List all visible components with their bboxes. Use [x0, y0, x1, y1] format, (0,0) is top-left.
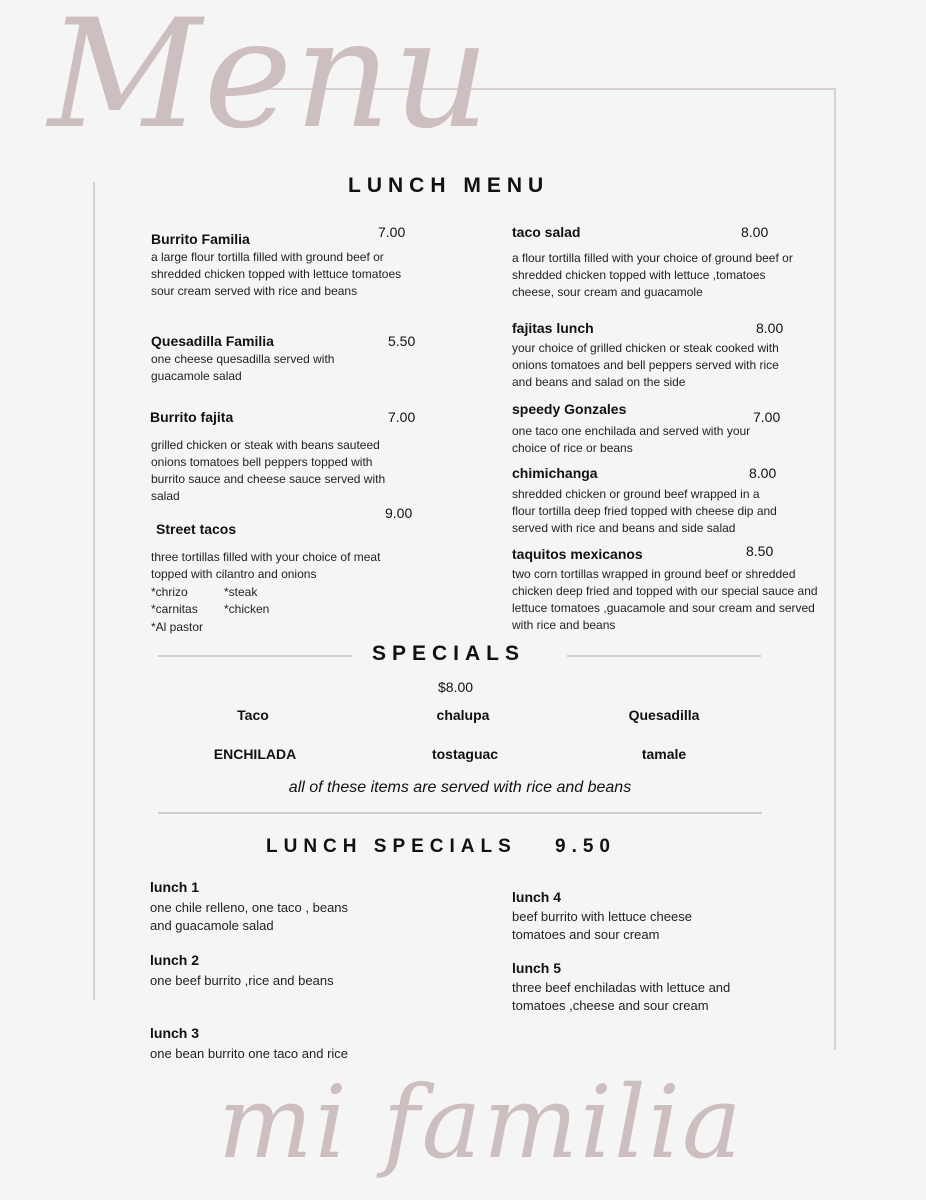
menu-item-price: 7.00: [388, 409, 416, 425]
lunch-special-title: lunch 3: [150, 1025, 200, 1041]
lunch-special-title: lunch 5: [512, 960, 562, 976]
special-item: Taco: [237, 707, 269, 723]
lunch-specials-price: 9.50: [555, 836, 616, 857]
lunch-menu-heading: LUNCH MENU: [348, 174, 550, 197]
mi-familia-script: mi familia: [218, 1064, 744, 1181]
specials-rule-right: [567, 655, 761, 657]
taco-option: *steak: [224, 585, 258, 599]
lunch-special-title: lunch 1: [150, 879, 200, 895]
lunch-special-desc: three beef enchiladas with lettuce and tomatoes ,cheese and sour cream: [512, 980, 731, 1013]
lunch-special-desc: one chile relleno, one taco , beans and guacamole salad: [150, 900, 349, 933]
menu-item-price: 8.00: [749, 465, 777, 481]
menu-item-price: 7.00: [378, 224, 406, 240]
menu-item-desc: shredded chicken or ground beef wrapped in a flour tortilla deep fried topped with cheese dip and served with rice and beans and side salad: [512, 487, 777, 535]
lunch-special-desc: one bean burrito one taco and rice: [150, 1046, 349, 1061]
lunch-specials-heading: LUNCH SPECIALS: [266, 836, 517, 857]
frame-right-line: [834, 88, 836, 1050]
specials-rule-left: [158, 655, 352, 657]
special-item: chalupa: [436, 707, 490, 723]
specials-heading: SPECIALS: [372, 642, 526, 665]
menu-item-desc: three tortillas filled with your choice of meat topped with cilantro and onions: [151, 550, 381, 581]
menu-item-price: 7.00: [753, 409, 781, 425]
menu-item-desc: one taco one enchilada and served with your choice of rice or beans: [512, 424, 751, 455]
special-item: tamale: [641, 746, 687, 762]
menu-item-desc: one cheese quesadilla served with guacamole salad: [151, 352, 335, 383]
frame-left-line: [93, 182, 95, 1000]
menu-item-title: Street tacos: [156, 521, 237, 537]
menu-item-title: taquitos mexicanos: [512, 546, 643, 562]
special-item: ENCHILADA: [213, 746, 297, 762]
menu-item-desc: your choice of grilled chicken or steak cooked with onions tomatoes and bell peppers served with rice and beans and salad on the side: [512, 341, 779, 389]
menu-item-title: chimichanga: [512, 465, 598, 481]
menu-item-price: 9.00: [385, 505, 413, 521]
lunch-special-desc: beef burrito with lettuce cheese tomatoes and sour cream: [512, 909, 692, 942]
menu-item-desc: a large flour tortilla filled with ground beef or shredded chicken topped with lettuce tomatoes sour cream served with rice and beans: [151, 250, 402, 298]
menu-item-desc: a flour tortilla filled with your choice of ground beef or shredded chicken topped with lettuce ,tomatoes cheese, sour cream and guacamole: [512, 251, 793, 299]
menu-item-title: Burrito fajita: [150, 409, 234, 425]
menu-item-title: taco salad: [512, 224, 581, 240]
special-item: tostaguac: [431, 746, 499, 762]
menu-item-title: fajitas lunch: [512, 320, 594, 336]
menu-item-desc: grilled chicken or steak with beans sauteed onions tomatoes bell peppers topped with burrito sauce and cheese sauce served with salad: [151, 438, 386, 503]
lunch-special-desc: one beef burrito ,rice and beans: [150, 973, 334, 988]
menu-item-price: 5.50: [388, 333, 416, 349]
menu-item-price: 8.00: [741, 224, 769, 240]
lunch-special-title: lunch 4: [512, 889, 562, 905]
menu-item-price: 8.50: [746, 543, 774, 559]
specials-bottom-rule: [158, 812, 762, 814]
menu-item-title: Burrito Familia: [151, 231, 250, 247]
taco-option: *carnitas: [151, 602, 198, 616]
specials-price: $8.00: [438, 679, 474, 695]
menu-item-price: 8.00: [756, 320, 784, 336]
taco-option: *chicken: [224, 602, 270, 616]
menu-item-title: Quesadilla Familia: [151, 333, 274, 349]
specials-note: all of these items are served with rice and beans: [288, 779, 632, 796]
special-item: Quesadilla: [628, 707, 700, 723]
lunch-special-title: lunch 2: [150, 952, 200, 968]
menu-item-title: speedy Gonzales: [512, 401, 627, 417]
menu-item-desc: two corn tortillas wrapped in ground beef or shredded chicken deep fried and topped with our special sauce and lettuce tomatoes ,guacamole and sour cream and served with rice and beans: [512, 567, 818, 632]
taco-option: *chrizo: [151, 585, 188, 599]
menu-script-title: Menu: [48, 0, 492, 162]
taco-option: *Al pastor: [151, 620, 204, 634]
